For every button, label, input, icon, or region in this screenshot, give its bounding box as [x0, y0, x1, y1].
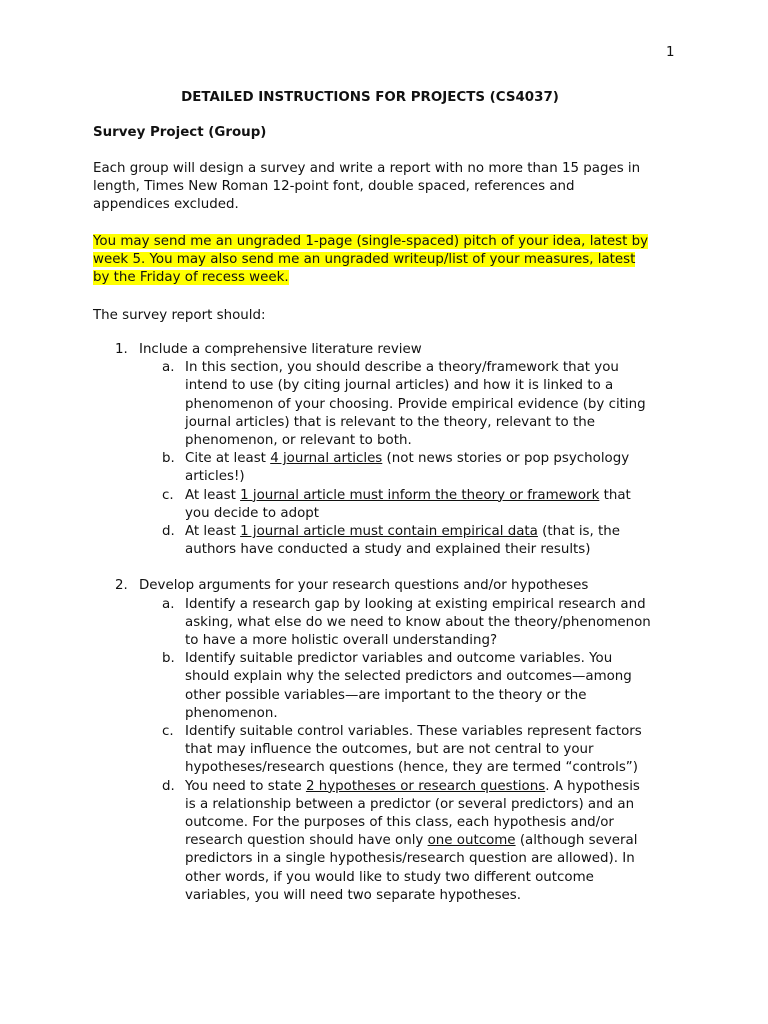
sub-list-item	[139, 450, 653, 486]
main-list	[93, 341, 653, 905]
sub-item-letter: b.	[162, 451, 175, 467]
lead-in-text: The survey report should:	[93, 308, 266, 323]
intro-paragraph: Each group will design a survey and write a report with no more than 15 pages in length, Times New Roman 12-point font, double spaced, references and appendices excluded.	[93, 161, 641, 213]
sub-item-letter: d.	[162, 778, 175, 794]
sub-list-item	[139, 487, 653, 523]
sub-item-text: Identify suitable control variables. These variables represent factors that may influence the outcomes, but are not central to your hypotheses/research questions (hence, they are termed “controls”)	[185, 724, 642, 776]
sub-list	[139, 359, 653, 559]
underlined-text: 2 hypotheses or research questions	[305, 778, 546, 794]
sub-item-letter: c.	[162, 724, 174, 740]
sub-list-item	[139, 596, 653, 651]
sub-item-text: (although several predictors in a single hypothesis/research question are allowed). In other words, if you would like to study two different outcome variables, you will need two separate hypotheses.	[185, 833, 638, 903]
sub-item-text: At least	[185, 524, 241, 540]
sub-item-letter: b.	[162, 651, 175, 667]
highlighted-text: You may send me an ungraded 1-page (single-spaced) pitch of your idea, latest by week 5. You may also send me an ungraded writeup/list of your measures, latest by the Friday of recess week.	[93, 234, 649, 286]
sub-item-text: . A hypothesis is a relationship between a predictor (or several predictors) and an outcome. For the purposes of this class, each hypothesis and/or research question should have only	[185, 778, 640, 849]
sub-item-text: (not news stories or pop psychology articles!)	[185, 451, 630, 485]
item-number: 2.	[115, 578, 128, 594]
list-item	[93, 341, 653, 559]
sub-list-item	[139, 523, 653, 559]
item-text: Develop arguments for your research questions and/or hypotheses	[139, 578, 589, 594]
sub-item-letter: c.	[162, 487, 174, 503]
highlighted-paragraph	[93, 233, 653, 288]
sub-item-text: Identify suitable predictor variables and outcome variables. You should explain why the selected predictors and outcomes—among other possible variables—are important to the theory or the phenomenon.	[185, 651, 632, 721]
sub-list-item	[139, 359, 653, 450]
sub-item-text: In this section, you should describe a theory/framework that you intend to use (by citing journal articles) and how it is linked to a phenomenon of your choosing. Provide empirical evidence (by citing journal articles) that is relevant to the theory, relevant to the phenomenon, or relevant to both.	[185, 360, 646, 449]
sub-item-text: Identify a research gap by looking at existing empirical research and asking, what else do we need to know about the theory/phenomenon to have a more holistic overall understanding?	[185, 596, 651, 649]
sub-list	[139, 596, 653, 905]
sub-item-letter: a.	[162, 596, 175, 612]
underlined-text: 4 journal articles	[270, 451, 383, 467]
sub-item-letter: a.	[162, 360, 175, 376]
sub-list-item	[139, 723, 653, 778]
sub-list-item	[139, 778, 653, 905]
sub-item-text: You need to state	[185, 778, 306, 794]
item-number: 1.	[115, 342, 128, 357]
sub-item-text: Cite at least	[185, 451, 271, 467]
sub-item-text: (that is, the authors have conducted a study and explained their results)	[185, 524, 621, 558]
sub-item-text: At least	[185, 487, 241, 503]
sub-item-text: that you decide to adopt	[185, 487, 631, 521]
sub-list-item	[139, 650, 653, 723]
sub-item-letter: d.	[162, 524, 175, 540]
underlined-text: one outcome	[427, 833, 516, 849]
document-title: DETAILED INSTRUCTIONS FOR PROJECTS (CS4037)	[181, 90, 559, 105]
underlined-text: 1 journal article must contain empirical data	[240, 524, 538, 540]
section-title: Survey Project (Group)	[93, 125, 267, 140]
underlined-text: 1 journal article must inform the theory or framework	[240, 487, 600, 503]
item-text: Include a comprehensive literature review	[139, 342, 422, 357]
page-number: 1	[666, 45, 675, 60]
list-item	[93, 577, 653, 905]
